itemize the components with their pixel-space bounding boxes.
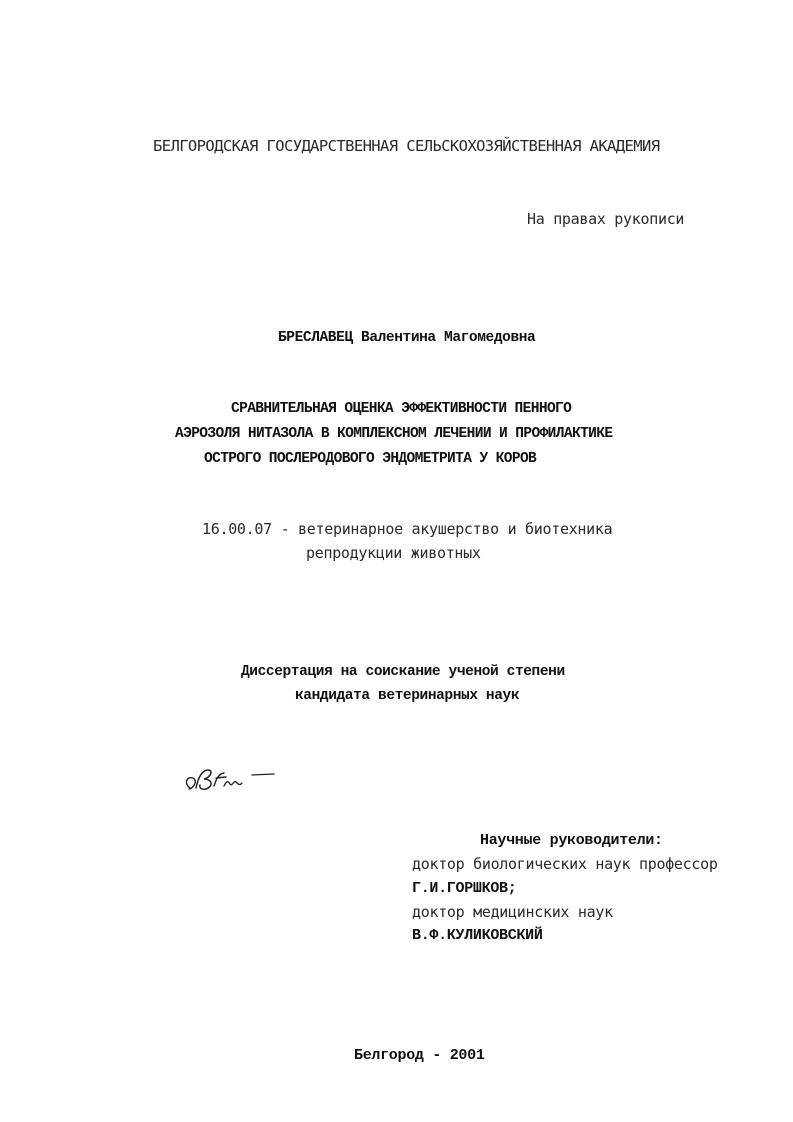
thesis-title-line-3: ОСТРОГО ПОСЛЕРОДОВОГО ЭНДОМЕТРИТА У КОРОВ bbox=[204, 451, 537, 467]
supervisors-heading: Научные руководители: bbox=[480, 832, 663, 849]
manuscript-rights-note: На правах рукописи bbox=[527, 210, 685, 228]
handwritten-signature-icon bbox=[180, 758, 280, 798]
supervisor-2-name: В.Ф.КУЛИКОВСКИЙ bbox=[412, 927, 543, 944]
institution-name: БЕЛГОРОДСКАЯ ГОСУДАРСТВЕННАЯ СЕЛЬСКОХОЗЯЙСТВЕННАЯ АКАДЕМИЯ bbox=[153, 137, 660, 155]
author-name: БРЕСЛАВЕЦ Валентина Магомедовна bbox=[278, 330, 536, 346]
degree-line-2: кандидата ветеринарных наук bbox=[295, 688, 520, 704]
specialty-line-2: репродукции животных bbox=[306, 544, 481, 562]
thesis-title-line-2: АЭРОЗОЛЯ НИТАЗОЛА В КОМПЛЕКСНОМ ЛЕЧЕНИИ И ПРОФИЛАКТИКЕ bbox=[175, 426, 613, 442]
specialty-line-1: 16.00.07 - ветеринарное акушерство и биотехника bbox=[202, 520, 613, 538]
supervisor-1-rank: доктор биологических наук профессор bbox=[412, 855, 718, 873]
thesis-title-line-1: СРАВНИТЕЛЬНАЯ ОЦЕНКА ЭФФЕКТИВНОСТИ ПЕННОГО bbox=[231, 401, 572, 417]
supervisor-2-rank: доктор медицинских наук bbox=[412, 903, 613, 921]
degree-line-1: Диссертация на соискание ученой степени bbox=[241, 664, 565, 680]
city-and-year: Белгород - 2001 bbox=[354, 1047, 485, 1064]
supervisor-1-name: Г.И.ГОРШКОВ; bbox=[412, 880, 517, 897]
